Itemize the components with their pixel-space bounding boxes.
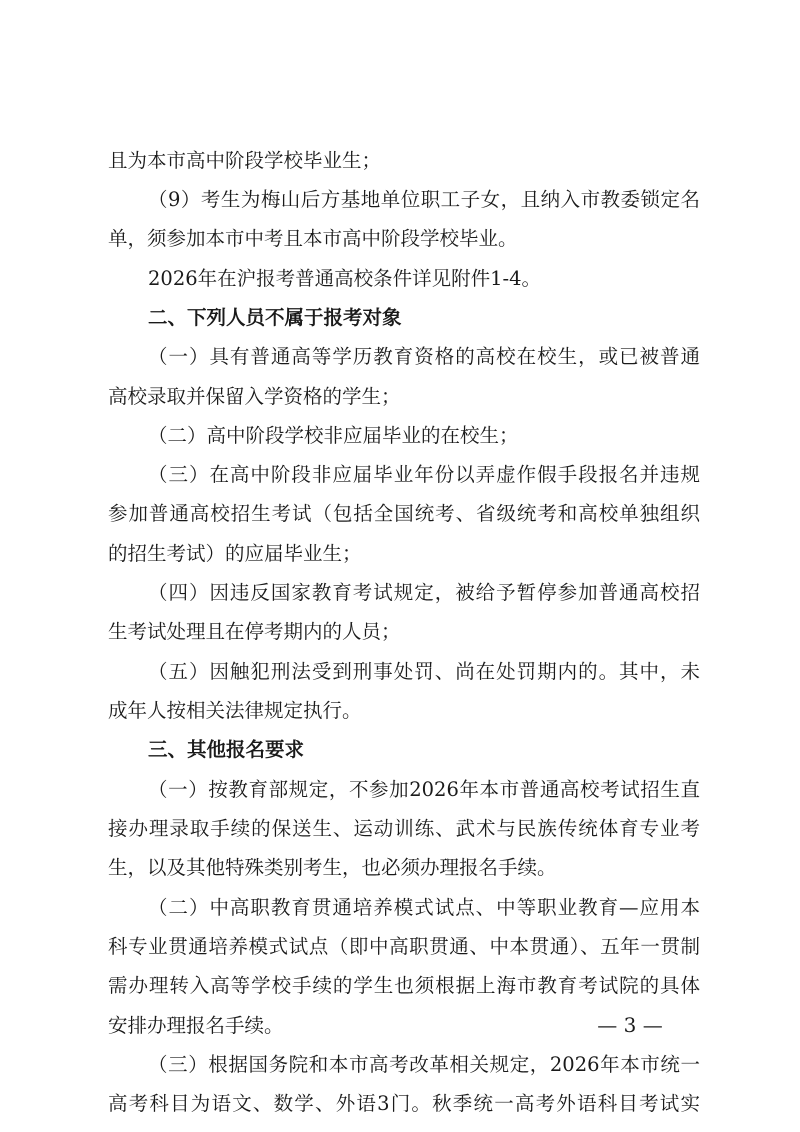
paragraph-line: （三）根据国务院和本市高考改革相关规定，2026年本市统一 [148, 1053, 700, 1076]
paragraph-line: 2026年在沪报考普通高校条件详见附件1-4。 [148, 267, 542, 290]
paragraph-line: 生考试处理且在停考期内的人员； [108, 620, 401, 643]
paragraph-line: 成年人按相关法律规定执行。 [108, 699, 362, 722]
paragraph-line: 且为本市高中阶段学校毕业生； [108, 149, 382, 172]
paragraph-line: （二）中高职教育贯通培养模式试点、中等职业教育—应用本 [148, 896, 700, 919]
paragraph-line: 科专业贯通培养模式试点（即中高职贯通、中本贯通）、五年一贯制 [108, 935, 700, 958]
page-number: — 3 — [597, 1013, 663, 1037]
paragraph-line: 安排办理报名手续。 [108, 1014, 284, 1037]
section-heading: 三、其他报名要求 [148, 738, 305, 761]
paragraph-line: 单，须参加本市中考且本市高中阶段学校毕业。 [108, 227, 518, 250]
paragraph-line: 需办理转入高等学校手续的学生也须根据上海市教育考试院的具体 [108, 974, 700, 997]
paragraph-line: 参加普通高校招生考试（包括全国统考、省级统考和高校单独组织 [108, 502, 700, 525]
paragraph-line: （三）在高中阶段非应届毕业年份以弄虚作假手段报名并违规 [148, 463, 700, 486]
section-heading: 二、下列人员不属于报考对象 [148, 306, 402, 329]
paragraph-line: 接办理录取手续的保送生、运动训练、武术与民族传统体育专业考 [108, 817, 700, 840]
paragraph-line: 高考科目为语文、数学、外语3门。秋季统一高考外语科目考试实 [108, 1092, 700, 1115]
paragraph-line: （一）按教育部规定，不参加2026年本市普通高校考试招生直 [148, 778, 700, 801]
paragraph-line: （9）考生为梅山后方基地单位职工子女，且纳入市教委锁定名 [148, 188, 700, 211]
paragraph-line: 的招生考试）的应届毕业生； [108, 542, 362, 565]
paragraph-line: （一）具有普通高等学历教育资格的高校在校生，或已被普通 [148, 345, 700, 368]
paragraph-line: （四）因违反国家教育考试规定，被给予暂停参加普通高校招 [148, 581, 700, 604]
paragraph-line: 生，以及其他特殊类别考生，也必须办理报名手续。 [108, 856, 557, 879]
paragraph-line: （五）因触犯刑法受到刑事处罚、尚在处罚期内的。其中，未 [148, 660, 700, 683]
paragraph-line: （二）高中阶段学校非应届毕业的在校生； [148, 424, 519, 447]
paragraph-line: 高校录取并保留入学资格的学生； [108, 385, 401, 408]
